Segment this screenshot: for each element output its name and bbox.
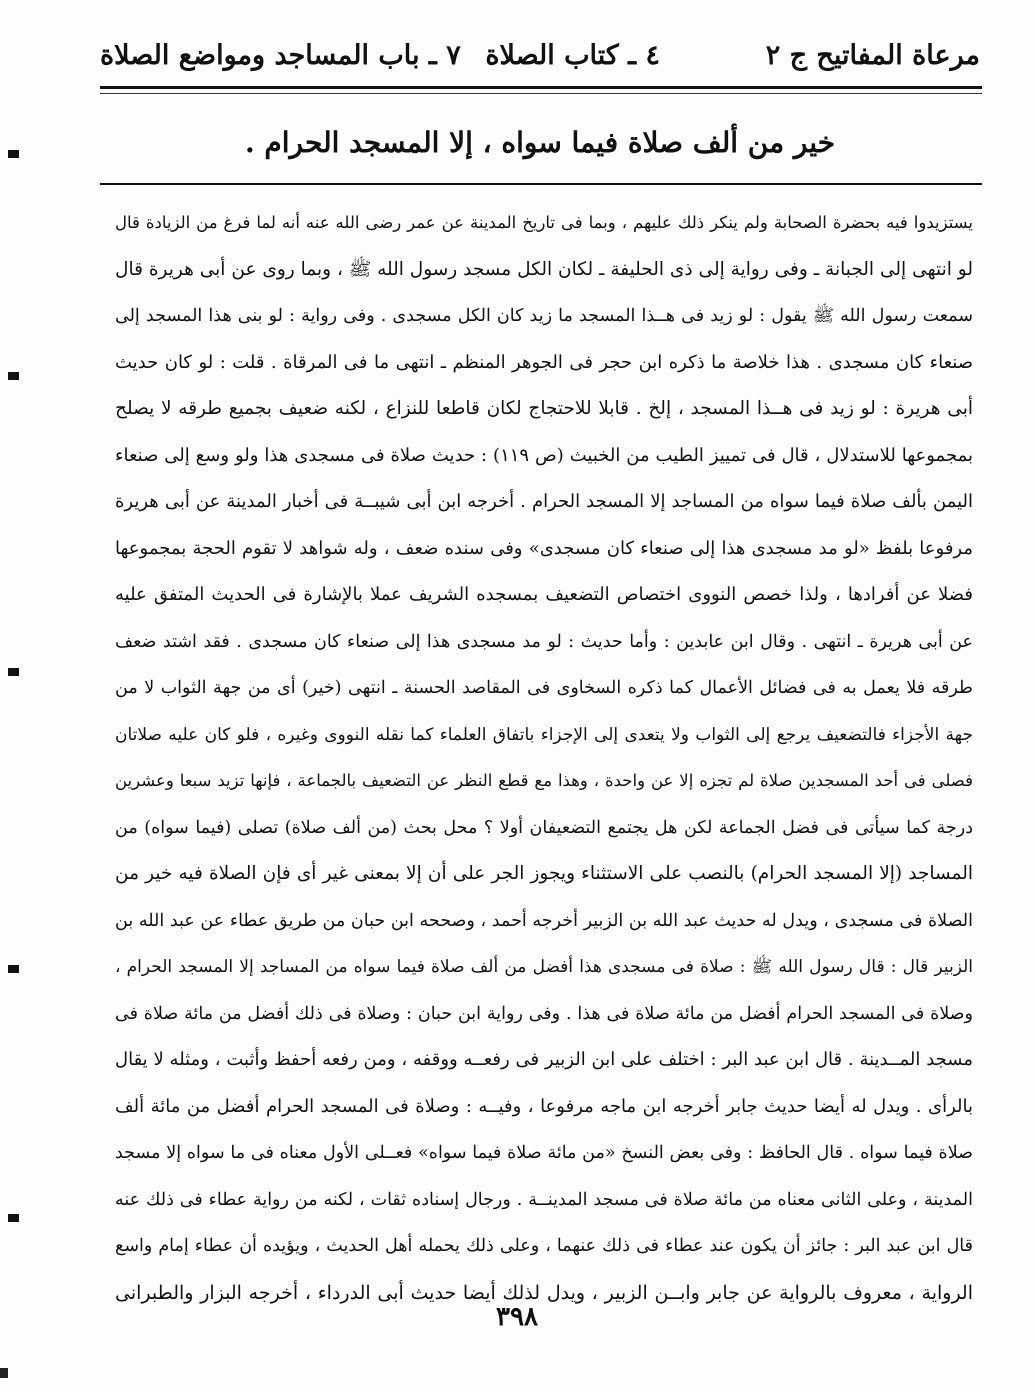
- margin-mark: [8, 372, 19, 380]
- text-line: طرقه فلا يعمل به فى فضائل الأعمال كما ذكره السخاوى فى المقاصد الحسنة ـ انتهى (خير) أى من جهة الثواب لا من: [115, 678, 973, 698]
- margin-mark: [8, 150, 19, 158]
- hadith-text: خير من ألف صلاة فيما سواه ، إلا المسجد الحرام .: [244, 126, 836, 159]
- text-line: الرواية ، معروف بالرواية عن جابر وابــن الزبير ، ويدل لذلك أيضا حديث أبى الدرداء ، أخرجه البزار والطبرانى: [115, 1281, 973, 1304]
- text-line: المساجد (إلا المسجد الحرام) بالنصب على الاستثناء ويجوز الجر على أن إلا بمعنى غير أى فإن الصلاة فيه خير من: [115, 863, 973, 884]
- margin-mark: [8, 668, 19, 676]
- book-section: ٤ ـ كتاب الصلاة: [485, 40, 660, 71]
- text-line: قال ابن عبد البر : جائز أن يكون عند عطاء فى ذلك عنهما ، وعلى ذلك يحمله أهل الحديث ، ويؤيده أن عطاء إمام واسع: [115, 1236, 973, 1256]
- text-line: أبى هريرة : لو زيد فى هــذا المسجد ، إلخ . قابلا للاحتجاج لكان قاطعا للنزاع ، لكنه ضعيف بجميع طرقه لا يصلح: [115, 398, 973, 419]
- text-line: بمجموعها للاستدلال ، قال فى تمييز الطيب من الخبيث (ص ١١٩) : حديث صلاة فى مسجدى هذا ولو وسع إلى صنعاء: [115, 444, 973, 466]
- text-line: وصلاة فى المسجد الحرام أفضل من مائة صلاة فى هذا . وفى رواية ابن حبان : وصلاة فى ذلك أفضل من مائة صلاة فى: [115, 1003, 973, 1024]
- header-rule-thick: [100, 86, 982, 89]
- text-line: يستزيدوا فيه بحضرة الصحابة ولم ينكر ذلك عليهم ، وبما فى تاريخ المدينة عن عمر رضى الله عنه أنه لما فرغ من الزيادة قال: [115, 213, 973, 232]
- page-number: ٣٩٨: [496, 1302, 538, 1332]
- text-line: صنعاء كان مسجدى . هذا خلاصة ما ذكره ابن حجر فى الجوهر المنظم ـ انتهى ما فى المرقاة . قلت : لو كان حديث: [115, 351, 973, 373]
- text-line: سمعت رسول الله ﷺ يقول : لو زيد فى هــذا المسجد ما زيد كان الكل مسجدى . وفى رواية : لو بنى هذا المسجد إلى: [115, 306, 973, 326]
- text-line: جهة الأجزاء فالتضعيف يرجع إلى الثواب ولا يتعدى إلى الإجزاء باتفاق العلماء كما نقله النووى وغيره ، فلو كان عليه صلاتان: [115, 724, 973, 745]
- header-rule-thin: [100, 93, 982, 94]
- text-line: المدينة ، وعلى الثانى معناه من مائة صلاة فى مسجد المدينــة . ورجال إسناده ثقات ، لكنه من رواية عطاء فى ذلك عنه: [115, 1189, 973, 1210]
- text-line: فصلى فى أحد المسجدين صلاة لم تجزه إلا عن واحدة ، وهذا مع قطع النظر عن التضعيف بالجماعة ، فإنها تزيد سبعا وعشرين: [115, 771, 973, 790]
- text-line: اليمن بألف صلاة فيما سواه من المساجد إلا المسجد الحرام . أخرجه ابن أبى شيبــة فى أخبار المدينة عن أبى هريرة: [115, 491, 973, 512]
- hadith-divider: [100, 183, 982, 185]
- text-line: بالرأى . ويدل له أيضا حديث جابر أخرجه ابن ماجه مرفوعا ، وفيــه : وصلاة فى المسجد الحرام أفضل من مائة ألف: [115, 1095, 973, 1117]
- text-line: صلاة فيما سواه . قال الحافظ : وفى بعض النسخ «من مائة صلاة فيما سواه» فعــلى الأول معناه فى ما سواه إلا مسجد: [115, 1143, 973, 1163]
- chapter-title: ٧ ـ باب المساجد ومواضع الصلاة: [100, 40, 461, 71]
- text-line: مرفوعا بلفظ «لو مد مسجدى هذا إلى صنعاء كان مسجدى» وفى سنده ضعف ، وله شواهد لا تقوم الحجة بمجموعها: [115, 537, 973, 559]
- scan-edge-mark: [0, 1368, 8, 1378]
- text-line: مسجد المــدينة . قال ابن عبد البر : اختلف على ابن الزبير فى رفعــه ووقفه ، ومن رفعه أحفظ وأثبت ، ومثله لا يقال: [115, 1049, 973, 1070]
- text-line: لو انتهى إلى الجبانة ـ وفى رواية إلى ذى الحليفة ـ لكان الكل مسجد رسول الله ﷺ ، وبما روى عن أبى هريرة قال: [115, 258, 973, 280]
- text-line: درجة كما سيأتى فى فضل الجماعة لكن هل يجتمع التضعيفان أولا ؟ محل بحث (من ألف صلاة) تصلى (فيما سواه) من: [115, 817, 973, 838]
- margin-mark: [8, 965, 19, 973]
- commentary-text: [115, 200, 973, 1316]
- book-title: مرعاة المفاتيح ج ٢: [765, 40, 980, 71]
- text-line: فضلا عن أفرادها ، ولذا خصص النووى اختصاص التضعيف بمسجده الشريف عملا بالإشارة فى الحديث المتفق عليه: [115, 584, 973, 605]
- text-line: الصلاة فى مسجدى ، ويدل له حديث عبد الله بن الزبير أخرجه أحمد ، وصححه ابن حبان من طريق عطاء عن عبد الله بن: [115, 910, 973, 931]
- running-header: [100, 36, 980, 86]
- text-line: الزبير قال : قال رسول الله ﷺ : صلاة فى مسجدى هذا أفضل من ألف صلاة فيما سواه من المساجد إلا المسجد الحرام ،: [115, 957, 973, 977]
- text-line: عن أبى هريرة ـ انتهى . وقال ابن عابدين : وأما حديث : لو مد مسجدى هذا إلى صنعاء كان مسجدى . فقد اشتد ضعف: [115, 631, 973, 652]
- margin-mark: [8, 1214, 19, 1222]
